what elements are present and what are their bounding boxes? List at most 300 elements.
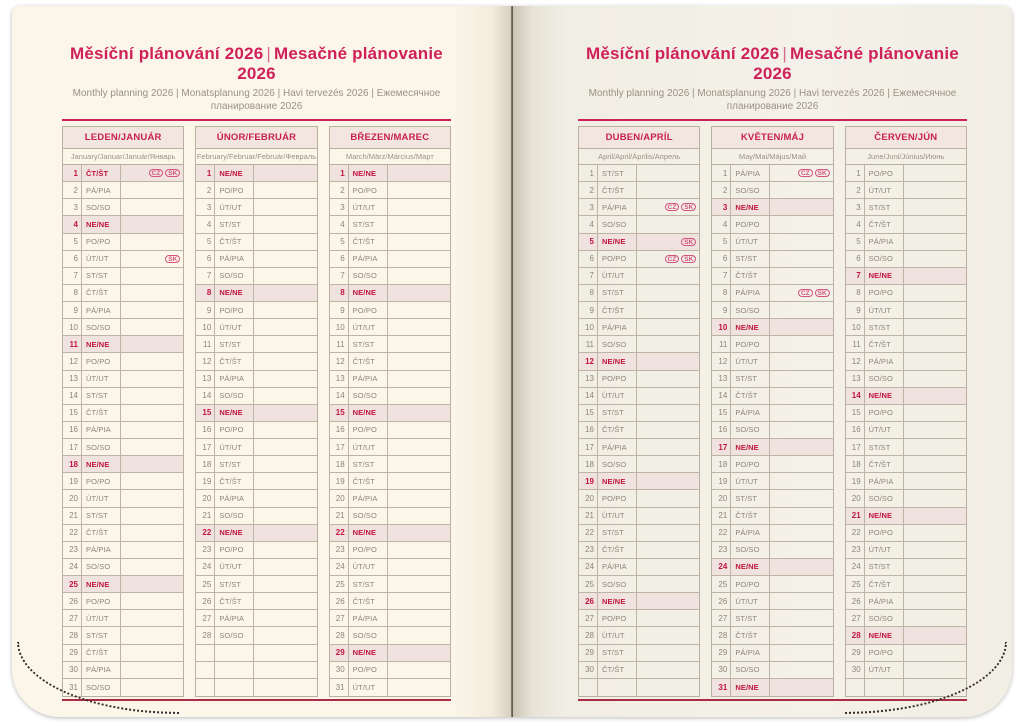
day-notes-cell[interactable]: [254, 576, 316, 592]
day-number: 21: [196, 508, 215, 524]
day-number: 25: [579, 576, 598, 592]
day-notes-cell[interactable]: [388, 593, 450, 609]
day-number: 8: [712, 285, 731, 301]
day-notes-cell[interactable]: [388, 388, 450, 404]
day-notes-cell[interactable]: [637, 542, 699, 558]
day-number: 29: [712, 645, 731, 661]
day-notes-cell[interactable]: [770, 576, 832, 592]
day-abbrev: PO/PO: [215, 302, 254, 318]
day-number: 13: [846, 371, 865, 387]
day-row: [579, 268, 699, 285]
month-grid: [330, 165, 450, 696]
day-row: [712, 456, 832, 473]
day-notes-cell[interactable]: [388, 319, 450, 335]
day-notes-cell[interactable]: [121, 165, 183, 181]
day-notes-cell[interactable]: [770, 473, 832, 489]
day-notes-cell[interactable]: [904, 165, 966, 181]
day-notes-cell[interactable]: [637, 525, 699, 541]
day-row: [330, 285, 450, 302]
day-abbrev: ST/ST: [865, 319, 904, 335]
day-notes-cell[interactable]: [904, 234, 966, 250]
day-notes-cell[interactable]: [254, 508, 316, 524]
day-notes-cell[interactable]: [637, 216, 699, 232]
day-notes-cell[interactable]: [388, 216, 450, 232]
day-row: [63, 353, 183, 370]
day-notes-cell[interactable]: [904, 456, 966, 472]
day-notes-cell[interactable]: [637, 439, 699, 455]
day-notes-cell[interactable]: [770, 199, 832, 215]
day-notes-cell[interactable]: [770, 593, 832, 609]
day-notes-cell[interactable]: [770, 422, 832, 438]
day-abbrev: ÚT/UT: [598, 388, 637, 404]
day-row: [579, 388, 699, 405]
day-abbrev: ST/ST: [598, 165, 637, 181]
day-notes-cell[interactable]: [904, 285, 966, 301]
day-notes-cell[interactable]: [254, 251, 316, 267]
day-notes-cell[interactable]: [770, 490, 832, 506]
day-notes-cell[interactable]: [121, 508, 183, 524]
day-row: [712, 199, 832, 216]
day-notes-cell[interactable]: [904, 388, 966, 404]
day-notes-cell[interactable]: [388, 234, 450, 250]
day-notes-cell[interactable]: [637, 576, 699, 592]
day-number: 19: [196, 473, 215, 489]
day-notes-cell[interactable]: [254, 302, 316, 318]
day-notes-cell[interactable]: [770, 559, 832, 575]
day-notes-cell[interactable]: [121, 285, 183, 301]
day-notes-cell[interactable]: [388, 559, 450, 575]
day-notes-cell[interactable]: [770, 542, 832, 558]
day-abbrev: NE/NE: [82, 456, 121, 472]
day-notes-cell[interactable]: [637, 234, 699, 250]
day-notes-cell[interactable]: [637, 405, 699, 421]
day-row: [330, 268, 450, 285]
day-abbrev: ÚT/UT: [349, 319, 388, 335]
day-notes-cell[interactable]: [388, 490, 450, 506]
day-abbrev: PO/PO: [731, 576, 770, 592]
day-notes-cell[interactable]: [121, 234, 183, 250]
day-notes-cell[interactable]: [904, 508, 966, 524]
day-notes-cell[interactable]: [770, 388, 832, 404]
day-notes-cell[interactable]: [121, 422, 183, 438]
day-notes-cell[interactable]: [121, 302, 183, 318]
day-notes-cell[interactable]: [904, 302, 966, 318]
day-row: [63, 388, 183, 405]
day-notes-cell[interactable]: [121, 336, 183, 352]
day-notes-cell[interactable]: [637, 645, 699, 661]
day-number: 29: [579, 645, 598, 661]
day-number: 15: [330, 405, 349, 421]
day-number: 15: [63, 405, 82, 421]
day-abbrev: NE/NE: [731, 439, 770, 455]
day-notes-cell[interactable]: [770, 439, 832, 455]
day-number: 9: [330, 302, 349, 318]
day-notes-cell[interactable]: [770, 319, 832, 335]
day-notes-cell[interactable]: [388, 371, 450, 387]
day-notes-cell[interactable]: [254, 182, 316, 198]
day-notes-cell[interactable]: [121, 610, 183, 626]
day-notes-cell[interactable]: [637, 508, 699, 524]
day-notes-cell[interactable]: [388, 302, 450, 318]
day-notes-cell[interactable]: [637, 319, 699, 335]
month-subtitle: February/Februar/Február/Февраль: [196, 149, 316, 165]
day-row: [846, 182, 966, 199]
day-row: [330, 593, 450, 610]
day-notes-cell[interactable]: [388, 456, 450, 472]
day-notes-cell[interactable]: [388, 182, 450, 198]
day-notes-cell[interactable]: [121, 268, 183, 284]
day-notes-cell[interactable]: [637, 353, 699, 369]
day-notes-cell[interactable]: [388, 353, 450, 369]
day-abbrev: SO/SO: [215, 627, 254, 643]
day-number: 17: [330, 439, 349, 455]
day-notes-cell[interactable]: [121, 576, 183, 592]
day-number: 12: [63, 353, 82, 369]
day-abbrev: SO/SO: [349, 508, 388, 524]
day-notes-cell[interactable]: [904, 439, 966, 455]
day-notes-cell[interactable]: [904, 542, 966, 558]
day-number: 17: [846, 439, 865, 455]
day-row: [846, 336, 966, 353]
day-number: 13: [330, 371, 349, 387]
title-separator: |: [266, 44, 272, 63]
day-number: 21: [330, 508, 349, 524]
day-number: 26: [712, 593, 731, 609]
day-number: 11: [846, 336, 865, 352]
day-notes-cell[interactable]: [904, 559, 966, 575]
day-row: [330, 336, 450, 353]
page-title: [62, 44, 451, 84]
day-notes-cell[interactable]: [637, 388, 699, 404]
day-notes-cell[interactable]: [388, 405, 450, 421]
day-number: 2: [846, 182, 865, 198]
day-notes-cell[interactable]: [254, 559, 316, 575]
day-notes-cell[interactable]: [770, 525, 832, 541]
day-abbrev: ÚT/UT: [598, 268, 637, 284]
day-number: 7: [330, 268, 349, 284]
day-notes-cell[interactable]: [121, 251, 183, 267]
day-notes-cell[interactable]: [254, 610, 316, 626]
day-notes-cell[interactable]: [254, 645, 316, 661]
day-notes-cell[interactable]: [770, 285, 832, 301]
day-notes-cell[interactable]: [904, 268, 966, 284]
day-abbrev: SO/SO: [731, 422, 770, 438]
day-notes-cell[interactable]: [254, 439, 316, 455]
day-notes-cell[interactable]: [121, 388, 183, 404]
day-notes-cell[interactable]: [904, 422, 966, 438]
day-notes-cell[interactable]: [637, 285, 699, 301]
right-page: [512, 6, 1012, 717]
day-abbrev: ČT/ŠT: [349, 593, 388, 609]
day-row: [712, 422, 832, 439]
day-notes-cell[interactable]: [388, 576, 450, 592]
day-notes-cell[interactable]: [121, 353, 183, 369]
day-row: [63, 490, 183, 507]
day-notes-cell[interactable]: [770, 182, 832, 198]
day-notes-cell[interactable]: [770, 216, 832, 232]
day-notes-cell[interactable]: [904, 336, 966, 352]
day-notes-cell[interactable]: [121, 473, 183, 489]
day-notes-cell[interactable]: [121, 490, 183, 506]
day-notes-cell[interactable]: [254, 234, 316, 250]
day-notes-cell[interactable]: [904, 182, 966, 198]
day-notes-cell[interactable]: [254, 662, 316, 678]
day-notes-cell[interactable]: [770, 456, 832, 472]
day-notes-cell[interactable]: [254, 405, 316, 421]
day-number: 24: [579, 559, 598, 575]
day-notes-cell[interactable]: [121, 405, 183, 421]
day-notes-cell[interactable]: [637, 251, 699, 267]
day-notes-cell[interactable]: [121, 182, 183, 198]
day-notes-cell[interactable]: [388, 610, 450, 626]
day-notes-cell[interactable]: [121, 199, 183, 215]
day-row: [196, 490, 316, 507]
day-number: 2: [579, 182, 598, 198]
day-notes-cell[interactable]: [121, 439, 183, 455]
day-number: 10: [846, 319, 865, 335]
day-notes-cell[interactable]: [904, 473, 966, 489]
day-notes-cell[interactable]: [770, 165, 832, 181]
day-notes-cell[interactable]: [904, 319, 966, 335]
day-notes-cell[interactable]: [770, 268, 832, 284]
day-notes-cell[interactable]: [637, 610, 699, 626]
day-notes-cell[interactable]: [770, 679, 832, 696]
day-notes-cell[interactable]: [388, 508, 450, 524]
day-notes-cell[interactable]: [121, 216, 183, 232]
day-notes-cell[interactable]: [254, 353, 316, 369]
day-notes-cell[interactable]: [388, 542, 450, 558]
day-notes-cell[interactable]: [637, 422, 699, 438]
day-notes-cell[interactable]: [770, 662, 832, 678]
day-number: 7: [712, 268, 731, 284]
day-notes-cell[interactable]: [254, 422, 316, 438]
day-abbrev: NE/NE: [215, 165, 254, 181]
day-row: [330, 388, 450, 405]
day-notes-cell[interactable]: [904, 199, 966, 215]
day-notes-cell[interactable]: [388, 251, 450, 267]
day-notes-cell[interactable]: [254, 285, 316, 301]
day-notes-cell[interactable]: [637, 268, 699, 284]
day-notes-cell[interactable]: [770, 645, 832, 661]
day-notes-cell[interactable]: [770, 353, 832, 369]
day-notes-cell[interactable]: [904, 576, 966, 592]
title-czech: Měsíční plánování 2026: [70, 44, 264, 63]
day-number: 31: [712, 679, 731, 696]
day-row: [579, 353, 699, 370]
day-notes-cell[interactable]: [254, 216, 316, 232]
day-abbrev: ST/ST: [731, 251, 770, 267]
day-notes-cell[interactable]: [388, 336, 450, 352]
day-notes-cell[interactable]: [904, 405, 966, 421]
day-notes-cell[interactable]: [388, 627, 450, 643]
day-notes-cell[interactable]: [121, 593, 183, 609]
day-number: 1: [579, 165, 598, 181]
day-notes-cell[interactable]: [388, 679, 450, 696]
day-number: 15: [712, 405, 731, 421]
day-notes-cell[interactable]: [770, 251, 832, 267]
day-number: 22: [196, 525, 215, 541]
day-abbrev: SO/SO: [82, 559, 121, 575]
day-row: [330, 679, 450, 696]
day-row: [330, 456, 450, 473]
day-number: 3: [579, 199, 598, 215]
day-number: 16: [196, 422, 215, 438]
day-notes-cell[interactable]: [254, 165, 316, 181]
day-notes-cell[interactable]: [904, 610, 966, 626]
day-abbrev: NE/NE: [215, 405, 254, 421]
day-notes-cell[interactable]: [388, 285, 450, 301]
day-notes-cell[interactable]: [254, 627, 316, 643]
day-abbrev: SO/SO: [731, 662, 770, 678]
day-number: 2: [63, 182, 82, 198]
day-notes-cell[interactable]: [254, 473, 316, 489]
day-number: 19: [712, 473, 731, 489]
day-notes-cell[interactable]: [388, 645, 450, 661]
day-abbrev: ÚT/UT: [731, 353, 770, 369]
day-notes-cell[interactable]: [254, 542, 316, 558]
day-notes-cell[interactable]: [770, 302, 832, 318]
day-notes-cell[interactable]: [388, 662, 450, 678]
day-row: [330, 165, 450, 182]
day-notes-cell[interactable]: [637, 199, 699, 215]
holiday-badge-sk: SK: [165, 169, 180, 177]
day-notes-cell[interactable]: [388, 525, 450, 541]
day-notes-cell[interactable]: [904, 251, 966, 267]
day-notes-cell[interactable]: [254, 490, 316, 506]
day-notes-cell[interactable]: [388, 165, 450, 181]
day-row: [846, 473, 966, 490]
day-number: 27: [196, 610, 215, 626]
day-notes-cell[interactable]: [637, 559, 699, 575]
day-number: 26: [330, 593, 349, 609]
day-number: 27: [63, 610, 82, 626]
day-notes-cell[interactable]: [121, 456, 183, 472]
day-notes-cell[interactable]: [254, 388, 316, 404]
day-notes-cell[interactable]: [637, 456, 699, 472]
day-abbrev: PO/PO: [865, 285, 904, 301]
day-abbrev: SO/SO: [215, 388, 254, 404]
day-notes-cell[interactable]: [904, 525, 966, 541]
day-row: [63, 371, 183, 388]
day-number: 19: [63, 473, 82, 489]
day-notes-cell[interactable]: [770, 234, 832, 250]
day-row: [330, 251, 450, 268]
day-number: 11: [712, 336, 731, 352]
day-notes-cell[interactable]: [637, 336, 699, 352]
day-notes-cell[interactable]: [121, 319, 183, 335]
day-row: [712, 593, 832, 610]
day-notes-cell[interactable]: [637, 371, 699, 387]
day-notes-cell[interactable]: [770, 627, 832, 643]
day-notes-cell[interactable]: [388, 473, 450, 489]
day-abbrev: ČT/ŠT: [731, 627, 770, 643]
day-row: [196, 216, 316, 233]
day-notes-cell[interactable]: [637, 490, 699, 506]
day-abbrev: PÁ/PIA: [82, 302, 121, 318]
day-row: [579, 576, 699, 593]
day-row: [579, 490, 699, 507]
day-row: [712, 353, 832, 370]
day-notes-cell[interactable]: [121, 559, 183, 575]
day-notes-cell[interactable]: [904, 371, 966, 387]
day-notes-cell[interactable]: [388, 439, 450, 455]
day-notes-cell[interactable]: [770, 405, 832, 421]
day-notes-cell[interactable]: [637, 627, 699, 643]
day-notes-cell[interactable]: [637, 182, 699, 198]
day-notes-cell[interactable]: [254, 199, 316, 215]
day-row: [579, 627, 699, 644]
day-notes-cell[interactable]: [904, 216, 966, 232]
day-row: [579, 336, 699, 353]
day-abbrev: PÁ/PIA: [215, 610, 254, 626]
planner-book: [12, 6, 1012, 717]
day-number: 15: [579, 405, 598, 421]
day-notes-cell[interactable]: [254, 268, 316, 284]
day-number: 21: [846, 508, 865, 524]
day-notes-cell[interactable]: [770, 610, 832, 626]
day-notes-cell[interactable]: [254, 319, 316, 335]
day-row: [712, 371, 832, 388]
day-abbrev: [215, 662, 254, 678]
day-abbrev: SO/SO: [82, 679, 121, 696]
day-notes-cell[interactable]: [388, 268, 450, 284]
day-row: [579, 508, 699, 525]
day-number: 31: [330, 679, 349, 696]
day-notes-cell[interactable]: [904, 490, 966, 506]
day-notes-cell[interactable]: [121, 542, 183, 558]
day-number: 10: [196, 319, 215, 335]
day-notes-cell[interactable]: [388, 422, 450, 438]
day-number: 6: [63, 251, 82, 267]
day-notes-cell[interactable]: [254, 593, 316, 609]
day-row: [846, 610, 966, 627]
day-abbrev: ČT/ŠT: [349, 473, 388, 489]
day-notes-cell[interactable]: [770, 508, 832, 524]
day-notes-cell[interactable]: [121, 371, 183, 387]
day-notes-cell[interactable]: [121, 525, 183, 541]
day-notes-cell[interactable]: [254, 525, 316, 541]
day-notes-cell[interactable]: [388, 199, 450, 215]
day-notes-cell[interactable]: [637, 473, 699, 489]
day-row: [712, 165, 832, 182]
day-notes-cell[interactable]: [637, 679, 699, 696]
day-notes-cell[interactable]: [770, 336, 832, 352]
day-abbrev: PO/PO: [349, 182, 388, 198]
day-number: 10: [330, 319, 349, 335]
day-row: [330, 302, 450, 319]
day-number: 22: [846, 525, 865, 541]
day-notes-cell[interactable]: [904, 353, 966, 369]
day-number: 24: [330, 559, 349, 575]
day-notes-cell[interactable]: [770, 371, 832, 387]
day-notes-cell[interactable]: [254, 679, 316, 696]
day-number: 26: [63, 593, 82, 609]
day-notes-cell[interactable]: [637, 302, 699, 318]
day-notes-cell[interactable]: [254, 371, 316, 387]
day-notes-cell[interactable]: [637, 662, 699, 678]
day-notes-cell[interactable]: [637, 165, 699, 181]
day-notes-cell[interactable]: [904, 593, 966, 609]
day-number: 3: [330, 199, 349, 215]
day-notes-cell[interactable]: [254, 456, 316, 472]
day-row: [579, 593, 699, 610]
day-abbrev: PÁ/PIA: [598, 439, 637, 455]
month-table: [329, 126, 451, 697]
day-notes-cell[interactable]: [254, 336, 316, 352]
day-row: [330, 662, 450, 679]
day-number: 6: [196, 251, 215, 267]
day-notes-cell[interactable]: [637, 593, 699, 609]
